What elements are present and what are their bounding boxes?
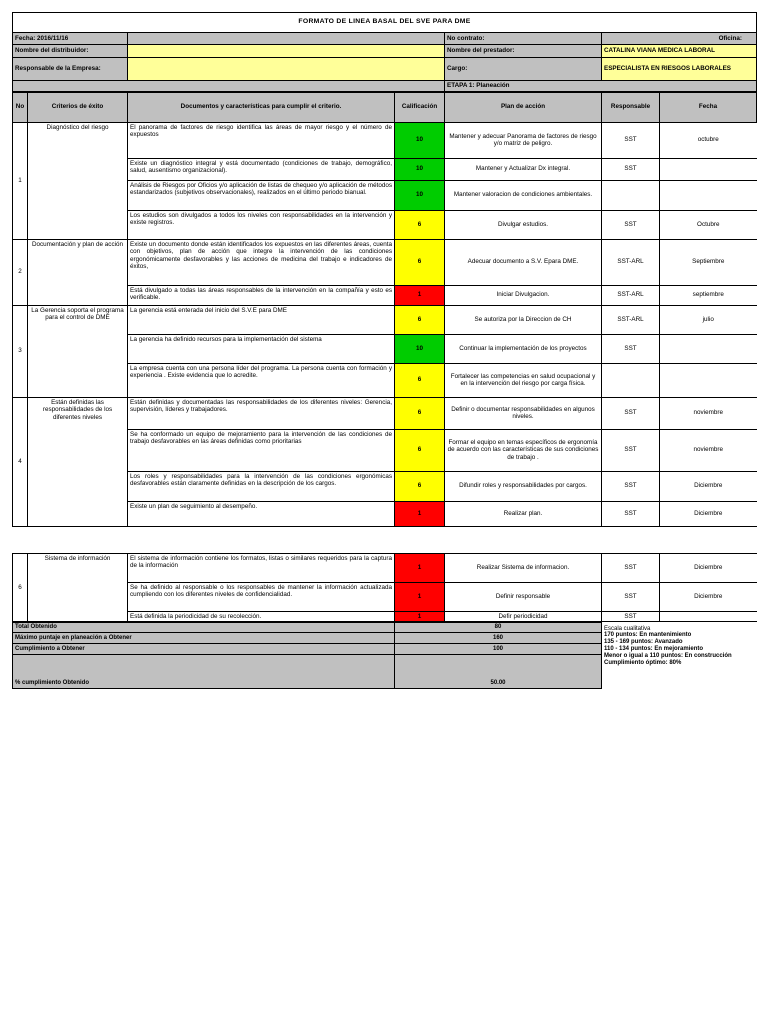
summary-table bbox=[12, 622, 757, 689]
compliance-percent-label: % cumplimiento Obtenido bbox=[13, 655, 395, 689]
responsible-cell: SST bbox=[602, 582, 660, 611]
contract-number-label: No contrato: bbox=[445, 33, 602, 45]
table-row bbox=[13, 553, 757, 582]
col-date-header: Fecha bbox=[660, 92, 757, 122]
responsible-cell: SST bbox=[602, 611, 660, 622]
baseline-format-sheet bbox=[12, 12, 756, 689]
responsible-cell: SST bbox=[602, 429, 660, 471]
responsible-cell: SST bbox=[602, 471, 660, 501]
scale-line: 110 - 134 puntos: En mejoramiento bbox=[604, 646, 704, 653]
col-action-plan-header: Plan de acción bbox=[445, 92, 602, 122]
score-cell: 6 bbox=[395, 471, 445, 501]
criterion-document-text: Los roles y responsabilidades para la intervención de las condiciones ergonómicas desfavorables están claramente definidas en la descripción de los cargos. bbox=[128, 471, 395, 501]
date-cell: Septiembre bbox=[660, 239, 757, 285]
score-cell: 1 bbox=[395, 285, 445, 305]
action-plan-cell: Adecuar documento a S.V. Epara DME. bbox=[445, 239, 602, 285]
criterion-document-text: Existe un documento donde están identificados los expuestos en las diferentes áreas, cuenta con objetivos, plan de acción que integre la intervención de las condiciones ergonómicamente desfavorables y las acciones de medicina del trabajo e indicadores de éxitos, bbox=[128, 239, 395, 285]
col-documents-header: Documentos y características para cumplir el criterio. bbox=[128, 92, 395, 122]
responsible-cell: SST-ARL bbox=[602, 285, 660, 305]
col-score-header: Calificación bbox=[395, 92, 445, 122]
criterion-number: 2 bbox=[13, 239, 28, 305]
responsible-cell bbox=[602, 180, 660, 210]
action-plan-cell: Formar el equipo en temas específicos de ergonomía de acuerdo con las características de sus condiciones de trabajo . bbox=[445, 429, 602, 471]
action-plan-cell: Definir responsable bbox=[445, 582, 602, 611]
action-plan-cell: Realizar plan. bbox=[445, 501, 602, 526]
score-cell: 10 bbox=[395, 158, 445, 180]
action-plan-cell: Mantener y Actualizar Dx integral. bbox=[445, 158, 602, 180]
table-row bbox=[13, 397, 757, 429]
action-plan-cell: Mantener valoracion de condiciones ambientales. bbox=[445, 180, 602, 210]
max-score-label: Máximo puntaje en planeación a Obtener bbox=[13, 633, 395, 644]
score-cell: 1 bbox=[395, 582, 445, 611]
action-plan-cell: Se autoriza por la Direccion de CH bbox=[445, 305, 602, 334]
score-cell: 6 bbox=[395, 210, 445, 239]
criterion-number: 3 bbox=[13, 305, 28, 397]
criterion-document-text: Está divulgado a todas las áreas responsables de la intervención en la compañía y esto es verificable. bbox=[128, 285, 395, 305]
score-cell: 6 bbox=[395, 429, 445, 471]
score-cell: 6 bbox=[395, 305, 445, 334]
date-cell: Diciembre bbox=[660, 553, 757, 582]
scale-line: 135 - 169 puntos: Avanzado bbox=[604, 639, 683, 646]
position-label: Cargo: bbox=[445, 58, 602, 81]
action-plan-cell: Iniciar Divulgacion. bbox=[445, 285, 602, 305]
criterion-document-text: El panorama de factores de riesgo identifica las áreas de mayor riesgo y el número de expuestos bbox=[128, 122, 395, 158]
date-cell: Diciembre bbox=[660, 582, 757, 611]
action-plan-cell: Difundir roles y responsabilidades por cargos. bbox=[445, 471, 602, 501]
max-score-value: 160 bbox=[395, 633, 602, 644]
responsible-cell: SST bbox=[602, 397, 660, 429]
criterion-name: La Gerencia soporta el programa para el control de DME bbox=[28, 305, 128, 397]
score-cell: 6 bbox=[395, 239, 445, 285]
date-cell bbox=[660, 180, 757, 210]
criterion-document-text: Se ha conformado un equipo de mejoramiento para la intervención de las condiciones de trabajo desfavorables en las áreas definidas como prioritarias bbox=[128, 429, 395, 471]
action-plan-cell: Defir periodicidad bbox=[445, 611, 602, 622]
action-plan-cell: Continuar la implementación de los proyectos bbox=[445, 334, 602, 363]
scale-title: Escala cualitativa bbox=[604, 625, 651, 632]
responsible-cell: SST bbox=[602, 158, 660, 180]
information-system-table bbox=[12, 553, 757, 623]
header-table bbox=[12, 12, 757, 92]
target-compliance-label: Cumplimiento a Obtener bbox=[13, 644, 395, 655]
total-value: 80 bbox=[395, 623, 602, 633]
score-cell: 10 bbox=[395, 180, 445, 210]
responsible-cell: SST bbox=[602, 122, 660, 158]
score-cell: 10 bbox=[395, 122, 445, 158]
criterion-name: Sistema de información bbox=[28, 553, 128, 622]
responsible-cell: SST bbox=[602, 210, 660, 239]
date-cell: Diciembre bbox=[660, 501, 757, 526]
total-label: Total Obtenido bbox=[13, 623, 395, 633]
col-responsible-header: Responsable bbox=[602, 92, 660, 122]
score-cell: 10 bbox=[395, 334, 445, 363]
score-cell: 1 bbox=[395, 501, 445, 526]
criterion-name: Están definidas las responsabilidades de los diferentes niveles bbox=[28, 397, 128, 526]
criterion-document-text: La gerencia ha definido recursos para la implementación del sistema bbox=[128, 334, 395, 363]
responsible-cell: SST bbox=[602, 334, 660, 363]
company-responsible-field[interactable] bbox=[128, 58, 445, 81]
company-responsible-label: Responsable de la Empresa: bbox=[13, 58, 128, 81]
provider-label: Nombre del prestador: bbox=[445, 45, 602, 58]
compliance-percent-value: 50.00 bbox=[395, 655, 602, 689]
criterion-document-text: Existe un diagnóstico integral y está documentado (condiciones de trabajo, demográfico, salud, ausentismo organizacional). bbox=[128, 158, 395, 180]
col-criteria-header: Criterios de éxito bbox=[28, 92, 128, 122]
table-row bbox=[13, 305, 757, 334]
date-cell: Diciembre bbox=[660, 471, 757, 501]
date-cell: septiembre bbox=[660, 285, 757, 305]
criterion-name: Diagnóstico del riesgo bbox=[28, 122, 128, 239]
position-field[interactable]: ESPECIALISTA EN RIESGOS LABORALES bbox=[602, 58, 757, 81]
date-cell bbox=[660, 334, 757, 363]
distributor-label: Nombre del distribuidor: bbox=[13, 45, 128, 58]
fecha-label: Fecha: 2016/11/16 bbox=[13, 33, 128, 45]
date-cell: Octubre bbox=[660, 210, 757, 239]
action-plan-cell: Definir o documentar responsabilidades en algunos niveles. bbox=[445, 397, 602, 429]
date-cell: julio bbox=[660, 305, 757, 334]
table-row bbox=[13, 239, 757, 285]
criterion-number: 4 bbox=[13, 397, 28, 526]
criterion-document-text: La empresa cuenta con una persona líder del programa. La persona cuenta con formación y experiencia . Existe evidencia que lo acredite. bbox=[128, 363, 395, 397]
date-cell bbox=[660, 158, 757, 180]
criterion-number: 1 bbox=[13, 122, 28, 239]
date-cell: noviembre bbox=[660, 397, 757, 429]
date-cell: octubre bbox=[660, 122, 757, 158]
criterion-document-text: Se ha definido al responsable o los responsables de mantener la información actualizada cumpliendo con los diferentes niveles de confidencialidad. bbox=[128, 582, 395, 611]
scale-line: Cumplimiento óptimo: 80% bbox=[604, 660, 682, 667]
criterion-number: 6 bbox=[13, 553, 28, 622]
document-title: FORMATO DE LINEA BASAL DEL SVE PARA DME bbox=[13, 13, 757, 33]
distributor-field[interactable] bbox=[128, 45, 445, 58]
date-cell: noviembre bbox=[660, 429, 757, 471]
scale-line: 170 puntos: En mantenimiento bbox=[604, 632, 692, 639]
responsible-cell: SST-ARL bbox=[602, 305, 660, 334]
responsible-cell bbox=[602, 363, 660, 397]
date-cell bbox=[660, 363, 757, 397]
table-row bbox=[13, 122, 757, 158]
action-plan-cell: Fortalecer las competencias en salud ocupacional y en la intervención del riesgo por carga física. bbox=[445, 363, 602, 397]
qualitative-scale bbox=[602, 623, 757, 689]
criterion-document-text: Están definidas y documentadas las responsabilidades de los diferentes niveles: Gerencia, supervisión, líderes y trabajadores. bbox=[128, 397, 395, 429]
criterion-document-text: La gerencia está enterada del inicio del S.V.E para DME bbox=[128, 305, 395, 334]
score-cell: 1 bbox=[395, 553, 445, 582]
stage-label: ETAPA 1: Planeación bbox=[445, 81, 757, 92]
score-cell: 6 bbox=[395, 397, 445, 429]
col-no-header: No bbox=[13, 92, 28, 122]
score-cell: 6 bbox=[395, 363, 445, 397]
column-header-row bbox=[13, 92, 757, 122]
stage-spacer bbox=[13, 81, 445, 92]
date-cell bbox=[660, 611, 757, 622]
fecha-spacer bbox=[128, 33, 445, 45]
responsible-cell: SST bbox=[602, 553, 660, 582]
criterion-document-text: Análisis de Riesgos por Oficios y/o aplicación de listas de chequeo y/o aplicación de métodos estandarizados (subjetivos observacionales), realizados en el último periodo bianual. bbox=[128, 180, 395, 210]
score-cell: 1 bbox=[395, 611, 445, 622]
criterion-document-text: Los estudios son divulgados a todos los niveles con responsabilidades en la intervención y existe registros. bbox=[128, 210, 395, 239]
action-plan-cell: Realizar Sistema de informacion. bbox=[445, 553, 602, 582]
criterion-document-text: Está definida la periodicidad de su recolección. bbox=[128, 611, 395, 622]
office-label: Oficina: bbox=[602, 33, 757, 45]
criterion-name: Documentación y plan de acción bbox=[28, 239, 128, 305]
responsible-cell: SST bbox=[602, 501, 660, 526]
criterion-document-text: El sistema de información contiene los formatos, listas o similares requeridos para la captura de la información bbox=[128, 553, 395, 582]
responsible-cell: SST-ARL bbox=[602, 239, 660, 285]
action-plan-cell: Divulgar estudios. bbox=[445, 210, 602, 239]
provider-field[interactable]: CATALINA VIANA MEDICA LABORAL bbox=[602, 45, 757, 58]
criterion-document-text: Existe un plan de seguimiento al desempeño. bbox=[128, 501, 395, 526]
scale-line: Menor o igual a 110 puntos: En construcción bbox=[604, 653, 732, 660]
action-plan-cell: Mantener y adecuar Panorama de factores de riesgo y/o matriz de peligro. bbox=[445, 122, 602, 158]
target-compliance-value: 100 bbox=[395, 644, 602, 655]
criteria-table bbox=[12, 92, 757, 527]
